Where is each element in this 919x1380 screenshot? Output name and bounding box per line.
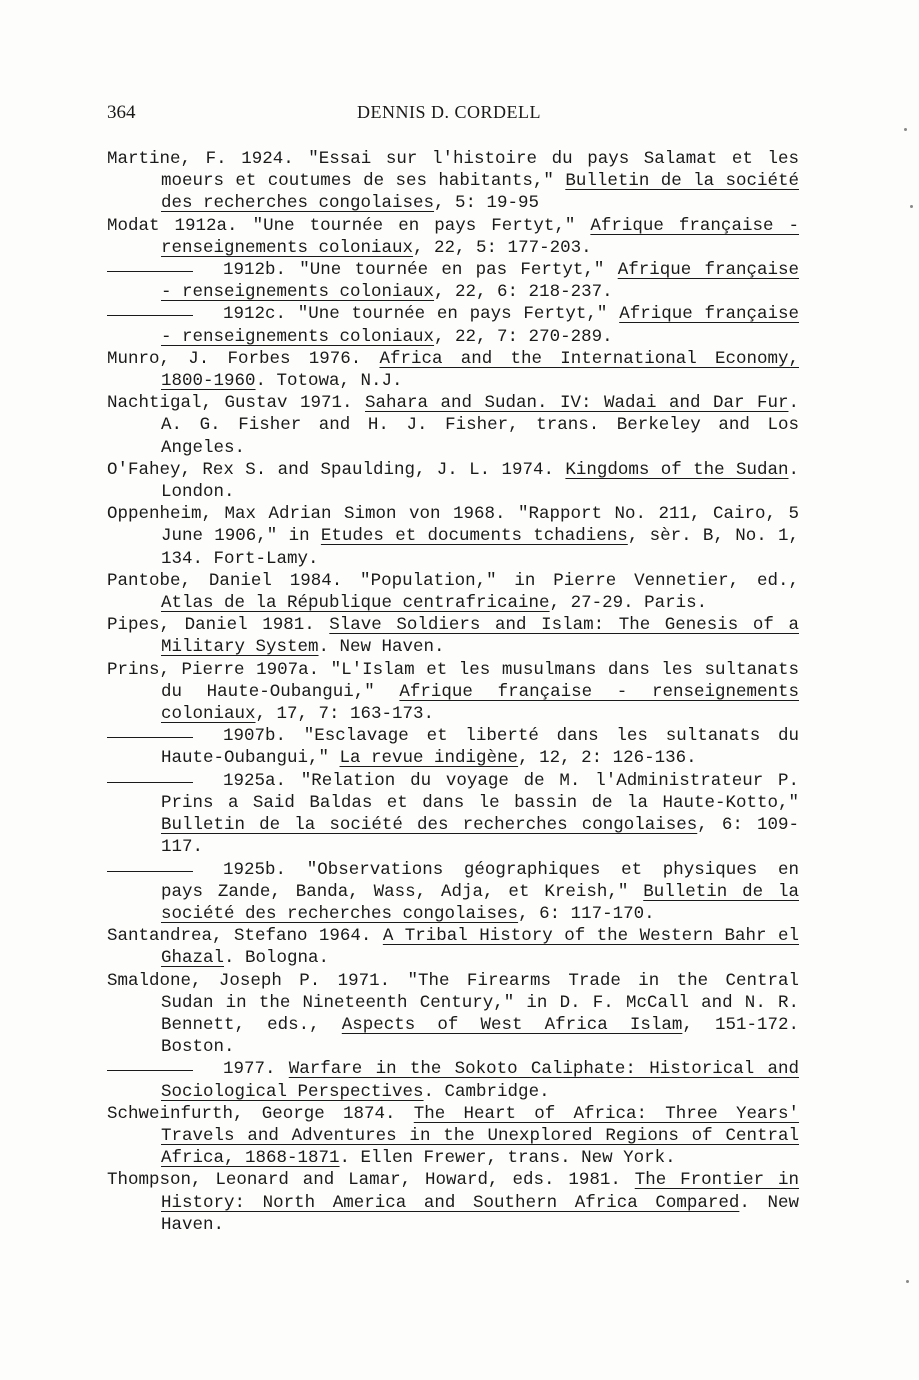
reference-title: Etudes et documents tchadiens bbox=[320, 526, 628, 547]
reference-title: Afrique française - renseignements coloniaux bbox=[161, 681, 799, 725]
reference-entry: Munro, J. Forbes 1976. Africa and the International Economy, 1800-1960. Totowa, N.J. bbox=[107, 348, 799, 392]
reference-entry: Pipes, Daniel 1981. Slave Soldiers and Islam: The Genesis of a Military System. New Haven. bbox=[107, 615, 799, 658]
reference-entry: 1912b. "Une tournée en pas Fertyt," Afrique française - renseignements coloniaux, 22, 6: 218-237. bbox=[107, 259, 799, 303]
reference-title: The Heart of Africa: Three Years' Travels and Adventures in the Unexplored Regions of Central Africa, 1868-1871 bbox=[161, 1103, 800, 1169]
reference-entry: 1925a. "Relation du voyage de M. l'Administrateur P. Prins a Said Baldas et dans le bassin de la Haute-Kotto," Bulletin de la société des recherches congolaises, 6: 109-117. bbox=[107, 770, 799, 859]
scan-speck bbox=[906, 1280, 909, 1283]
reference-entry: Thompson, Leonard and Lamar, Howard, eds. 1981. The Frontier in History: North America and Southern Africa Compared. New Haven. bbox=[107, 1170, 799, 1235]
ditto-dash bbox=[107, 314, 193, 316]
reference-title: Bulletin de la société des recherches congolaises bbox=[161, 815, 698, 836]
reference-title: La revue indigène bbox=[339, 748, 519, 769]
ditto-dash bbox=[107, 781, 193, 783]
running-head: DENNIS D. CORDELL bbox=[357, 102, 541, 122]
reference-title: Africa and the International Economy, 1800-1960 bbox=[161, 348, 799, 392]
reference-entry: 1925b. "Observations géographiques et physiques en pays Zande, Banda, Wass, Adja, et Kreish," Bulletin de la société des recherches congolaises, 6: 117-170. bbox=[107, 859, 799, 926]
bibliography-list bbox=[107, 148, 799, 1236]
reference-title: Bulletin de la société des recherches congolaises bbox=[161, 171, 799, 214]
reference-title: A Tribal History of the Western Bahr el Ghazal bbox=[161, 926, 799, 969]
reference-title: The Frontier in History: North America and Southern Africa Compared bbox=[161, 1170, 799, 1213]
reference-entry: Modat 1912a. "Une tournée en pays Fertyt," Afrique française - renseignements coloniaux, 22, 5: 177-203. bbox=[107, 215, 799, 258]
reference-entry: Nachtigal, Gustav 1971. Sahara and Sudan. IV: Wadai and Dar Fur. A. G. Fisher and H. J. Fisher, trans. Berkeley and Los Angeles. bbox=[107, 393, 799, 458]
reference-entry: Schweinfurth, George 1874. The Heart of Africa: Three Years' Travels and Adventures in the Unexplored Regions of Central Africa, 1868-1871. Ellen Frewer, trans. New York. bbox=[107, 1103, 800, 1169]
reference-title: Afrique française - renseignements coloniaux bbox=[161, 304, 799, 347]
reference-entry: O'Fahey, Rex S. and Spaulding, J. L. 1974. Kingdoms of the Sudan. London. bbox=[107, 459, 799, 503]
reference-title: Warfare in the Sokoto Caliphate: Historical and Sociological Perspectives bbox=[161, 1059, 799, 1102]
ditto-dash bbox=[107, 1069, 193, 1071]
ditto-dash bbox=[107, 736, 193, 738]
reference-entry: Martine, F. 1924. "Essai sur l'histoire du pays Salamat et les moeurs et coutumes de ses habitants," Bulletin de la société des recherches congolaises, 5: 19-95 bbox=[107, 149, 799, 214]
ditto-dash bbox=[107, 870, 193, 872]
reference-title: Kingdoms of the Sudan bbox=[565, 459, 789, 480]
reference-title: Bulletin de la société des recherches congolaises bbox=[161, 881, 799, 924]
reference-title: Afrique française - renseignements coloniaux bbox=[161, 260, 800, 303]
reference-entry: Oppenheim, Max Adrian Simon von 1968. "Rapport No. 211, Cairo, 5 June 1906," in Etudes et documents tchadiens, sèr. B, No. 1, 134. Fort-Lamy. bbox=[107, 504, 799, 569]
ditto-dash bbox=[107, 270, 193, 272]
scan-speck bbox=[904, 128, 907, 131]
reference-entry: 1977. Warfare in the Sokoto Caliphate: Historical and Sociological Perspectives. Cambridge. bbox=[107, 1058, 799, 1102]
reference-title: Atlas de la République centrafricaine bbox=[161, 593, 550, 614]
reference-entry: Pantobe, Daniel 1984. "Population," in Pierre Vennetier, ed., Atlas de la République centrafricaine, 27-29. Paris. bbox=[107, 570, 799, 614]
reference-entry: Santandrea, Stefano 1964. A Tribal History of the Western Bahr el Ghazal. Bologna. bbox=[107, 926, 799, 969]
reference-title: Afrique française - renseignements coloniaux bbox=[161, 215, 799, 258]
reference-entry: Smaldone, Joseph P. 1971. "The Firearms Trade in the Central Sudan in the Nineteenth Century," in D. F. McCall and N. R. Bennett, eds., Aspects of West Africa Islam, 151-172. Boston. bbox=[107, 970, 799, 1058]
reference-title: Aspects of West Africa Islam bbox=[341, 1014, 683, 1035]
reference-entry: 1907b. "Esclavage et liberté dans les sultanats du Haute-Oubangui," La revue indigène, 12, 2: 126-136. bbox=[107, 725, 799, 769]
scan-speck bbox=[910, 205, 913, 208]
reference-entry: Prins, Pierre 1907a. "L'Islam et les musulmans dans les sultanats du Haute-Oubangui," Afrique française - renseignements coloniaux, 17, 7: 163-173. bbox=[107, 659, 799, 725]
page-number: 364 bbox=[107, 102, 136, 123]
reference-entry: 1912c. "Une tournée en pays Fertyt," Afrique française - renseignements coloniaux, 22, 7: 270-289. bbox=[107, 303, 799, 347]
reference-title: Slave Soldiers and Islam: The Genesis of a Military System bbox=[161, 615, 799, 658]
reference-title: Sahara and Sudan. IV: Wadai and Dar Fur bbox=[365, 393, 789, 414]
